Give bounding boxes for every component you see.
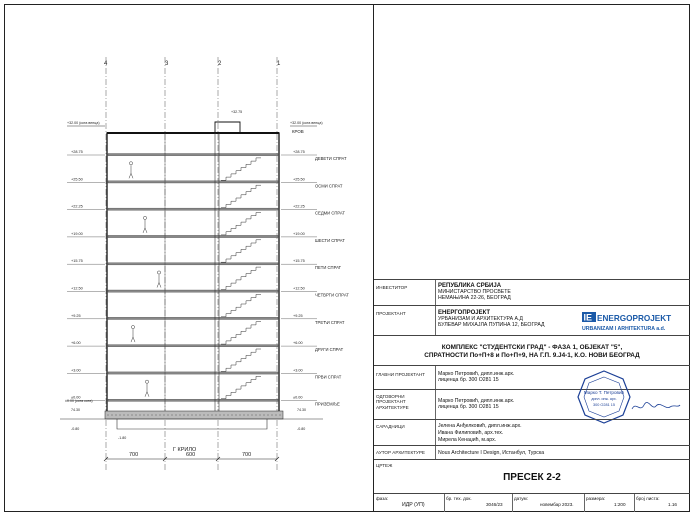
floor-level-left: +28.75	[71, 150, 83, 154]
project-row	[374, 335, 690, 365]
footer-row	[374, 493, 690, 511]
designer-line3: БУЛЕВАР МИХАЈЛА ПУПИНА 12, БЕОГРАД	[438, 322, 545, 329]
person-figure	[129, 162, 133, 179]
wing-label: Г КРИЛО	[173, 447, 197, 453]
ground-abs-left: 74.30	[71, 408, 80, 412]
dim-right: 700	[242, 452, 252, 458]
top-level-mid: +32.75	[231, 110, 243, 114]
floor-name: ПРИЗЕМЉЕ	[315, 401, 340, 407]
floor-level-left: +25.50	[71, 177, 83, 182]
seal-name: Марко Т. Петровић	[583, 390, 625, 395]
floor-name: ЧЕТВРТИ СПРАТ	[315, 292, 349, 298]
person-figure	[157, 271, 161, 288]
doc-value: 3046/23	[486, 502, 503, 507]
seal-title: дипл. инж. арх.	[591, 397, 617, 401]
ground-below-left: -0.80	[71, 427, 80, 431]
floor-level-right: +3.00	[293, 368, 303, 373]
stair-flight	[221, 294, 261, 316]
svg-text:IE: IE	[583, 312, 593, 323]
responsible-license: лиценца бр. 300 О281 15	[438, 404, 499, 411]
axis-label-4: 4	[104, 61, 108, 67]
scale-label: размера:	[586, 496, 606, 501]
floor-name: ПРВИ СПРАТ	[315, 374, 342, 380]
axis-label-2: 2	[218, 61, 222, 67]
basement-level: -1.80	[118, 436, 127, 440]
responsible-label-1: ОДГОВОРНИ	[376, 394, 405, 399]
floor-name: ДРУГИ СПРАТ	[315, 347, 344, 353]
responsible-label-3: АРХИТЕКТУРЕ	[376, 404, 409, 410]
roof-label: КРОВ	[292, 129, 304, 134]
person-figure	[145, 380, 149, 397]
drawing-row	[374, 459, 690, 493]
floor-name: СЕДМИ СПРАТ	[315, 210, 345, 216]
author-value: Nous Architecture I Design, Истанбул, Турска	[438, 450, 545, 456]
floor-level-right: +19.00	[293, 231, 305, 236]
floor-slab	[108, 290, 278, 292]
logo-subtext: URBANIZAM I ARHITEKTURA a.d.	[582, 326, 666, 332]
dim-mid: 600	[186, 452, 196, 458]
floor-level-left: +12.50	[71, 286, 83, 291]
doc-label: бр. тех. док.	[446, 496, 472, 501]
signature	[630, 399, 682, 420]
responsible-name: Марко Петровић, дипл.инж.арх.	[438, 398, 515, 404]
collab-3: Мирела Кенаџић, м.арх.	[438, 436, 497, 443]
floor-name: ШЕСТИ СПРАТ	[315, 237, 345, 243]
floor-level-left: ±0.00	[71, 395, 81, 400]
sheet-value: 1.16	[668, 502, 677, 507]
drawing-name: ПРЕСЕК 2-2	[503, 472, 561, 483]
floor-level-left: +9.25	[71, 313, 81, 318]
designer-label: ПРОЈЕКТАНТ	[376, 311, 406, 316]
scale-value: 1:200	[614, 502, 626, 507]
date-label: датум:	[514, 496, 528, 501]
collab-row	[374, 419, 690, 445]
stair-flight	[221, 376, 261, 398]
person-figure	[131, 326, 135, 343]
title-block	[373, 5, 690, 511]
designer-row	[374, 305, 690, 335]
floor-name: ПЕТИ СПРАТ	[315, 265, 342, 271]
stair-flight	[221, 267, 261, 289]
stair-flight	[221, 322, 261, 344]
investor-row	[374, 279, 690, 305]
stair-flight	[221, 213, 261, 235]
floor-slab	[108, 181, 278, 183]
responsible-label-2: ПРОЈЕКТАНТ	[376, 399, 406, 405]
section-svg	[5, 5, 370, 511]
floor-slab	[108, 345, 278, 347]
phase-value: ИДР (УП)	[402, 502, 425, 508]
axis-label-1: 1	[277, 61, 281, 67]
floor-slab	[108, 317, 278, 319]
ground-level-left: ±0.00 (кота кота)	[65, 399, 93, 403]
logo-text: ENERGOPROJEKT	[597, 314, 672, 323]
floor-slab	[108, 208, 278, 210]
top-level-left: +32.00 (кота венца)	[67, 121, 100, 125]
axis-label-3: 3	[165, 61, 169, 67]
chief-name: Марко Петровић, дипл.инж.арх.	[438, 371, 515, 377]
designer-name: ЕНЕРГОПРОЈЕКТ	[438, 310, 491, 316]
project-title-line2: СПРАТНОСТИ По+П+8 и По+П+9, НА Г.П. 9.Ј4-1, К.О. НОВИ БЕОГРАД	[424, 352, 640, 359]
floor-level-right: ±0.00	[293, 395, 303, 400]
ground-below-right: -0.80	[297, 427, 306, 431]
seal-number: 300 О281 15	[593, 403, 615, 407]
floor-slab	[108, 154, 278, 156]
top-level-right: +32.00 (кота венца)	[290, 121, 323, 125]
collab-label: САРАДНИЦИ	[376, 424, 405, 429]
date-value: новембар 2023.	[540, 502, 574, 507]
project-title-line1: КОМПЛЕКС "СТУДЕНТСКИ ГРАД" - ФАЗА 1, ОБЈЕКАТ "5",	[441, 344, 623, 351]
collab-1: Јелена Анђелковић, дипл.инж.арх.	[438, 423, 522, 429]
stair-flight	[221, 185, 261, 207]
floor-level-left: +19.00	[71, 231, 83, 236]
author-label: АУТОР АРХИТЕКТУРЕ	[376, 450, 425, 455]
floor-slab	[108, 399, 278, 401]
chief-row	[374, 365, 690, 389]
stair-flight	[221, 349, 261, 371]
floor-level-right: +25.50	[293, 177, 305, 182]
drawing-sheet	[4, 4, 690, 512]
floor-level-right: +28.75	[293, 150, 305, 154]
energoprojekt-logo	[582, 310, 686, 337]
floor-level-right: +9.25	[293, 313, 303, 318]
floor-level-left: +6.00	[71, 341, 81, 346]
designer-line2: УРБАНИЗАМ И АРХИТЕКТУРА А.Д	[438, 316, 523, 323]
floor-level-right: +22.25	[293, 204, 305, 209]
phase-label: фаза:	[376, 496, 389, 501]
floor-level-left: +15.75	[71, 259, 83, 264]
investor-line2: МИНИСТАРСТВО ПРОСВЕТЕ	[438, 289, 511, 296]
floor-level-right: +12.50	[293, 286, 305, 291]
stair-flight	[221, 240, 261, 262]
sheet-label: број листа:	[636, 496, 660, 501]
stair-flight	[221, 158, 261, 180]
chief-label: ГЛАВНИ ПРОЈЕКТАНТ	[376, 372, 425, 377]
floor-level-left: +22.25	[71, 204, 83, 209]
chief-license: лиценца бр. 300 О281 15	[438, 377, 499, 384]
floor-name: ОСМИ СПРАТ	[315, 183, 343, 189]
floor-slab	[108, 263, 278, 265]
person-figure	[143, 216, 147, 233]
drawing-label: ЦРТЕЖ	[376, 463, 393, 468]
section-drawing	[5, 5, 370, 511]
floor-level-right: +6.00	[293, 341, 303, 346]
investor-label: ИНВЕСТИТОР	[376, 285, 408, 290]
floor-name: ТРЕЋИ СПРАТ	[315, 319, 345, 325]
collab-2: Ивана Филиповић, арх.тех.	[438, 429, 504, 436]
investor-name: РЕПУБЛИКА СРБИЈА	[438, 283, 502, 289]
investor-line3: НЕМАЊИНА 22-26, БЕОГРАД	[438, 295, 511, 302]
author-row	[374, 445, 690, 459]
floor-level-left: +3.00	[71, 368, 81, 373]
ground-abs-right: 74.30	[297, 408, 306, 412]
floor-slab	[108, 372, 278, 374]
dim-left: 700	[129, 452, 139, 458]
floor-level-right: +15.75	[293, 259, 305, 264]
floor-slab	[108, 235, 278, 237]
floor-name: ДЕВЕТИ СПРАТ	[315, 156, 347, 161]
